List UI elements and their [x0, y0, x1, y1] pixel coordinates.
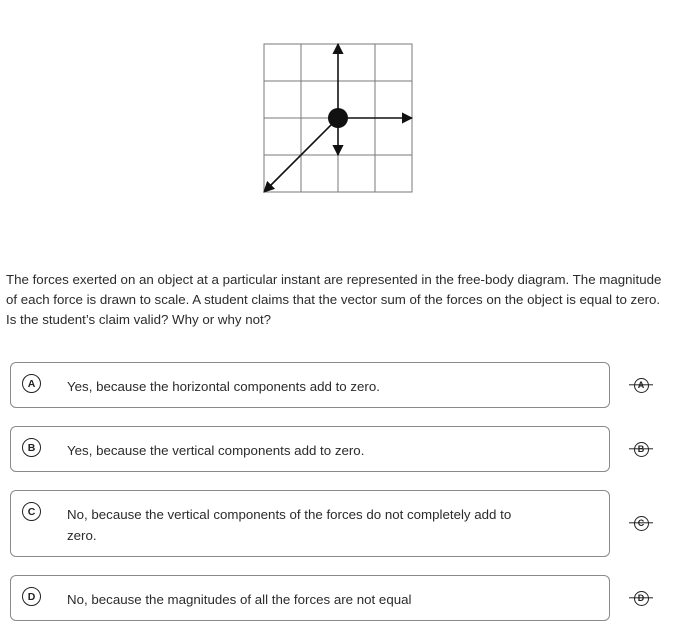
option-a-text: Yes, because the horizontal components add to zero. [67, 379, 380, 394]
object-dot [328, 108, 348, 128]
option-a-letter-badge: A [22, 374, 41, 393]
strike-option-d-button[interactable] [628, 588, 654, 608]
option-a[interactable] [10, 362, 610, 408]
option-c-letter-badge: C [22, 502, 41, 521]
option-d-letter-badge: D [22, 587, 41, 606]
option-b-text: Yes, because the vertical components add to zero. [67, 443, 365, 458]
option-d[interactable] [10, 575, 610, 621]
question-text: The forces exerted on an object at a particular instant are represented in the free-body diagram. The magnitude of each force is drawn to scale. A student claims that the vector sum of the forces on the object is equal to zero. Is the student’s claim valid? Why or why not? [6, 272, 662, 327]
option-c[interactable] [10, 490, 610, 557]
free-body-diagram [258, 38, 418, 198]
strike-option-a-button[interactable] [628, 375, 654, 395]
option-b[interactable] [10, 426, 610, 472]
option-d-text: No, because the magnitudes of all the forces are not equal [67, 592, 412, 607]
strike-line [629, 522, 653, 523]
strike-option-b-button[interactable] [628, 439, 654, 459]
option-b-letter-badge: B [22, 438, 41, 457]
option-c-text: No, because the vertical components of the forces do not completely add to zero. [67, 507, 512, 543]
strike-line [629, 448, 653, 449]
strike-line [629, 384, 653, 385]
strike-option-c-button[interactable] [628, 513, 654, 533]
strike-line [629, 597, 653, 598]
